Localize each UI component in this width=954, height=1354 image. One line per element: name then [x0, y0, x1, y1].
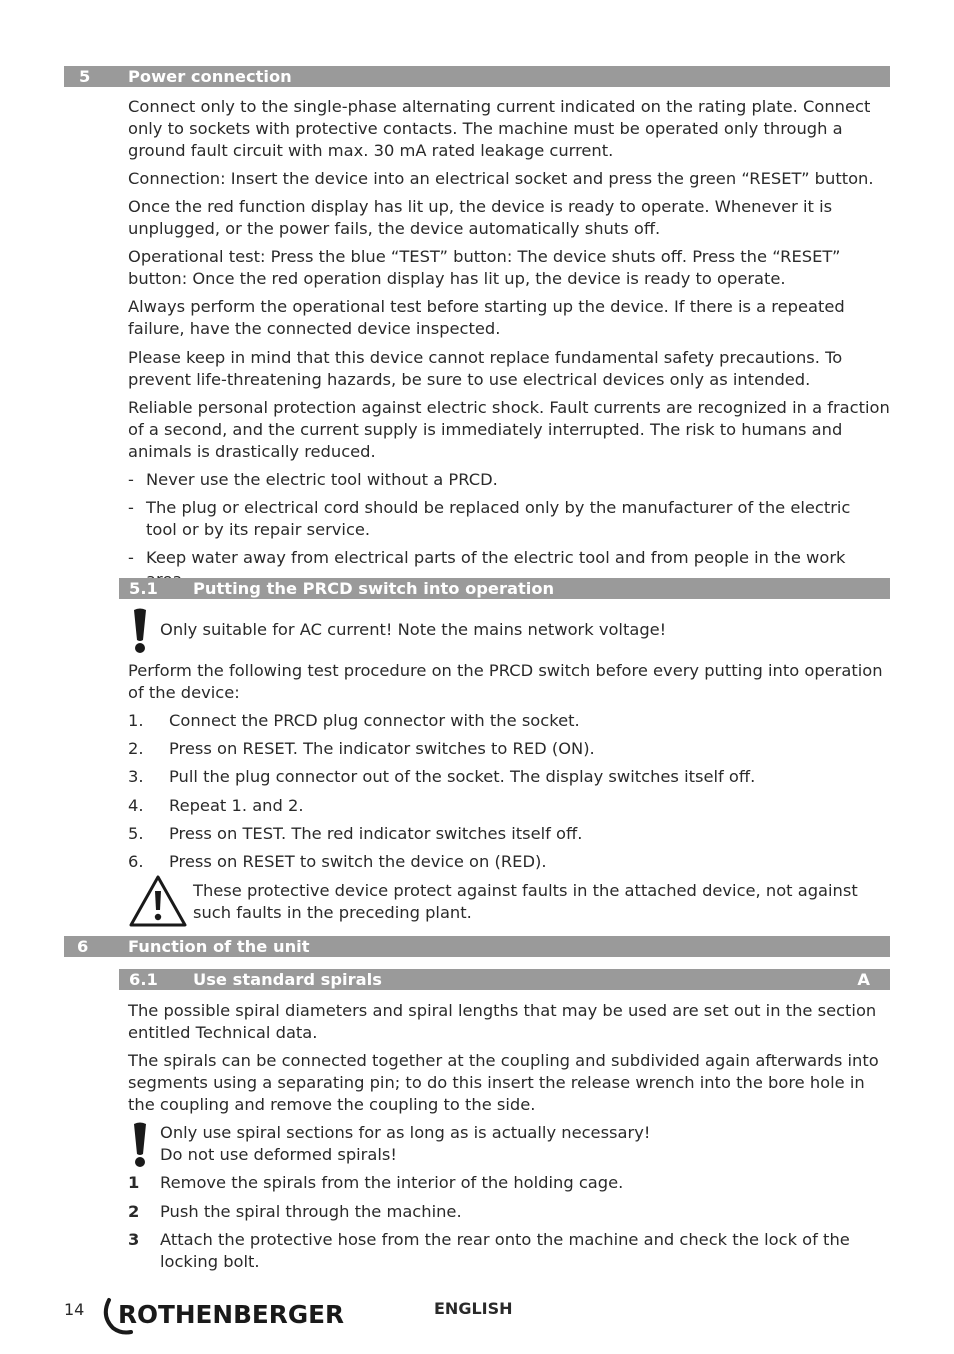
step-text: Remove the spirals from the interior of the holding cage.	[160, 1173, 624, 1192]
rothenberger-logo	[103, 1296, 348, 1336]
step-number: 2.	[128, 739, 144, 758]
step-text: Repeat 1. and 2.	[169, 796, 304, 815]
exclamation-icon	[132, 1122, 148, 1168]
section-heading-6	[64, 936, 890, 957]
step-number: 3	[128, 1230, 140, 1249]
section-number: 6.1	[129, 970, 158, 989]
bullet-marker: -	[128, 498, 134, 517]
step-number: 6.	[128, 852, 144, 871]
step-number: 3.	[128, 767, 144, 786]
step-text: Press on TEST. The red indicator switches itself off.	[169, 824, 583, 843]
section-number: 6	[77, 937, 89, 956]
step-number: 5.	[128, 824, 144, 843]
note-text: Only use spiral sections for as long as is actually necessary!	[160, 1123, 651, 1142]
paragraph: Connection: Insert the device into an electrical socket and press the green “RESET” button.	[128, 169, 874, 188]
step-number: 2	[128, 1202, 140, 1221]
section-title: Power connection	[128, 67, 292, 86]
page-number: 14	[64, 1300, 85, 1319]
paragraph: Once the red function display has lit up, the device is ready to operate. Whenever it is unplugged, or the power fails, the device automatically shuts off.	[128, 197, 833, 238]
section-heading-5-1	[119, 578, 890, 599]
warning-triangle-icon	[128, 874, 188, 928]
step-number: 4.	[128, 796, 144, 815]
warning-text: These protective device protect against faults in the attached device, not against such faults in the preceding plant.	[193, 881, 858, 922]
section-heading-5	[64, 66, 890, 87]
paragraph: The possible spiral diameters and spiral lengths that may be used are set out in the section entitled Technical data.	[128, 1001, 877, 1042]
section-title: Function of the unit	[128, 937, 310, 956]
section-title: Use standard spirals	[193, 970, 382, 989]
bullet-marker: -	[128, 548, 134, 567]
list-item: Keep water away from electrical parts of the electric tool and from people in the work	[146, 548, 846, 567]
bullet-marker: -	[128, 470, 134, 489]
logo-wordmark: ROTHENBERGER	[118, 1300, 344, 1329]
step-text: Press on RESET to switch the device on (RED).	[169, 852, 547, 871]
step-number: 1	[128, 1173, 140, 1192]
paragraph: Please keep in mind that this device cannot replace fundamental safety precautions. To prevent life-threatening hazards, be sure to use electrical devices only as intended.	[128, 348, 843, 389]
step-text: Attach the protective hose from the rear onto the machine and check the lock of the locking bolt.	[160, 1230, 850, 1271]
step-text: Push the spiral through the machine.	[160, 1202, 462, 1221]
note-text: Do not use deformed spirals!	[160, 1145, 397, 1164]
note-text: Only suitable for AC current! Note the mains network voltage!	[160, 620, 667, 639]
paragraph: The spirals can be connected together at the coupling and subdivided again afterwards into segments using a separating pin; to do this insert the release wrench into the bore hole in the coupling and remove the coupling to the side.	[128, 1051, 879, 1114]
language-label: ENGLISH	[434, 1299, 513, 1318]
list-item: The plug or electrical cord should be replaced only by the manufacturer of the electric tool or by its repair service.	[146, 498, 851, 539]
paragraph: Reliable personal protection against electric shock. Fault currents are recognized in a fraction of a second, and the current supply is immediately interrupted. The risk to humans and animals is drastically reduced.	[128, 398, 890, 461]
paragraph: Connect only to the single-phase alternating current indicated on the rating plate. Connect only to sockets with protective contacts. The machine must be operated only through a ground fault circuit with max. 30 mA rated leakage current.	[128, 97, 871, 160]
paragraph: Perform the following test procedure on the PRCD switch before every putting into operation of the device:	[128, 661, 883, 702]
section-number: 5.1	[129, 579, 158, 598]
step-text: Press on RESET. The indicator switches to RED (ON).	[169, 739, 595, 758]
section-number: 5	[79, 67, 91, 86]
step-number: 1.	[128, 711, 144, 730]
step-text: Connect the PRCD plug connector with the socket.	[169, 711, 580, 730]
paragraph: Always perform the operational test before starting up the device. If there is a repeated failure, have the connected device inspected.	[128, 297, 845, 338]
step-text: Pull the plug connector out of the socket. The display switches itself off.	[169, 767, 756, 786]
figure-reference: A	[857, 970, 870, 989]
section-heading-6-1	[119, 969, 890, 990]
list-item: Never use the electric tool without a PRCD.	[146, 470, 498, 489]
section-title: Putting the PRCD switch into operation	[193, 579, 555, 598]
exclamation-icon	[132, 608, 148, 654]
paragraph: Operational test: Press the blue “TEST” button: The device shuts off. Press the “RESET” button: Once the red operation display has lit up, the device is ready to operate.	[128, 247, 841, 288]
